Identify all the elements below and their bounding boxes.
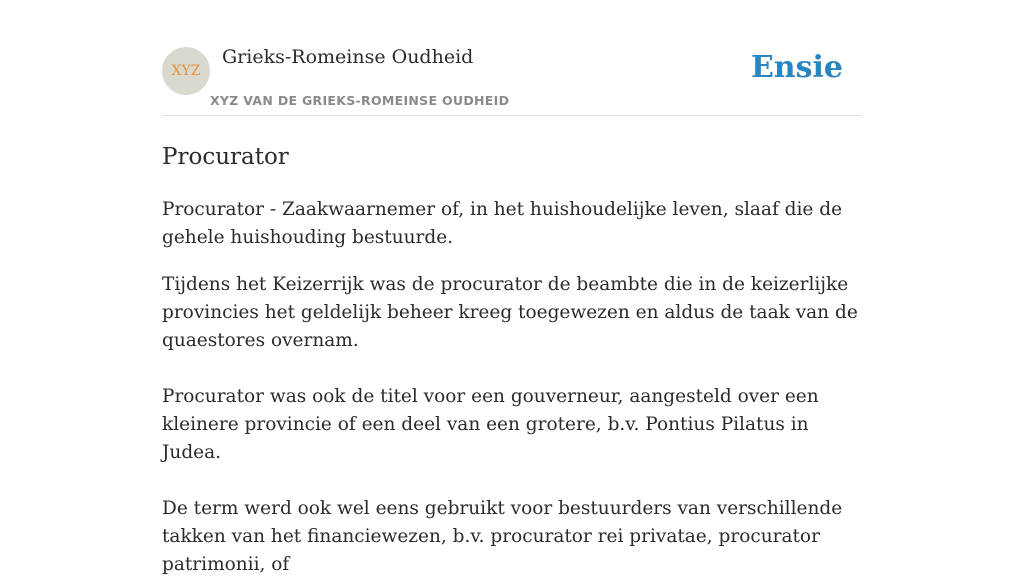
- site-header: [162, 0, 862, 116]
- brand-logo[interactable]: Ensie: [750, 50, 843, 85]
- site-title[interactable]: Grieks-Romeinse Oudheid: [222, 46, 474, 68]
- page: [162, 0, 862, 579]
- article-title: Procurator: [162, 144, 289, 170]
- article-lead: Procurator - Zaakwaarnemer of, in het huishoudelijke leven, slaaf die de gehele huishouding bestuurde.: [162, 199, 843, 248]
- article-paragraph: Tijdens het Keizerrijk was de procurator de beambte die in de keizerlijke provincies het geldelijk beheer kreeg toegewezen en aldus de taak van de quaestores overnam.: [162, 274, 858, 351]
- avatar[interactable]: [162, 47, 210, 95]
- article-paragraph: De term werd ook wel eens gebruikt voor bestuurders van verschillende takken van het financiewezen, b.v. procurator rei privatae, procurator patrimonii, of: [162, 498, 843, 575]
- site-subtitle: XYZ VAN DE GRIEKS-ROMEINSE OUDHEID: [210, 93, 510, 108]
- avatar-text: XYZ: [171, 63, 201, 79]
- article-paragraph: Procurator was ook de titel voor een gouverneur, aangesteld over een kleinere provincie of een deel van een grotere, b.v. Pontius Pilatus in Judea.: [162, 386, 819, 463]
